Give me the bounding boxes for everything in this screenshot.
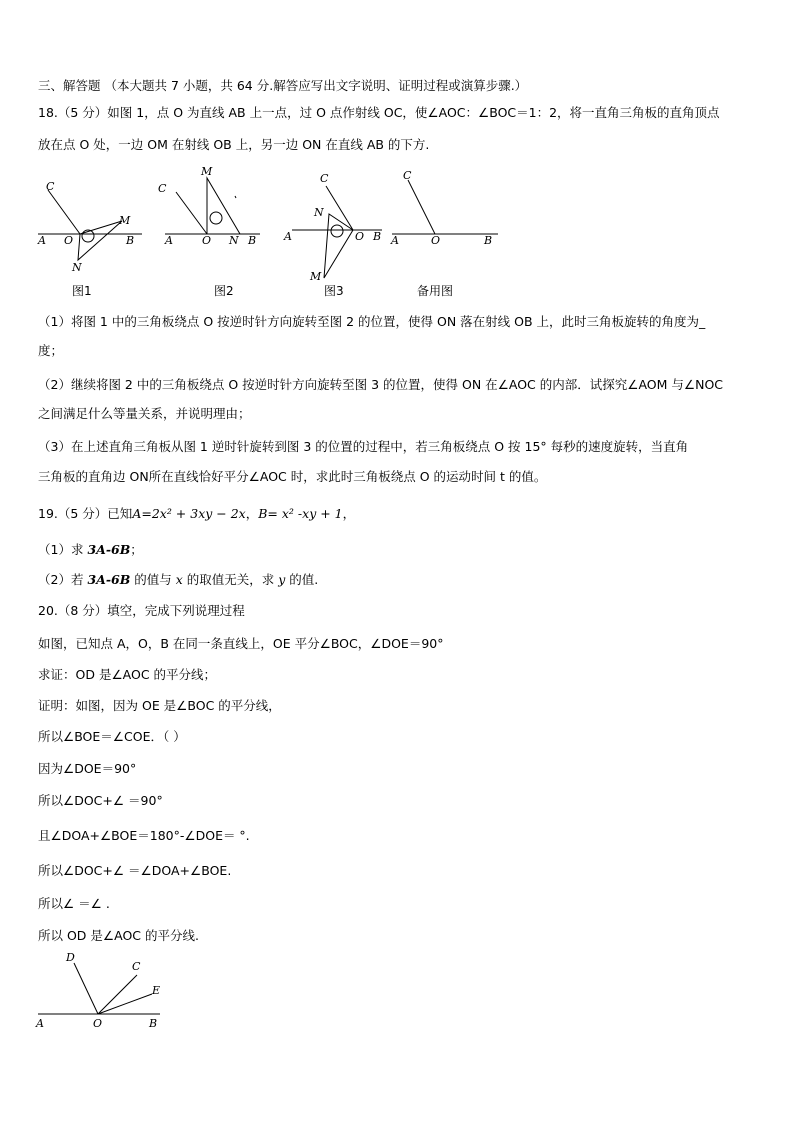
q19-suffix: ， (342, 506, 356, 521)
q20-line-1: 如图，已知点 A，O，B 在同一条直线上，OE 平分∠BOC，∠DOE＝90° (38, 636, 444, 651)
q20-line-7: 且∠DOA+∠BOE＝180°-∠DOE＝ °. (38, 828, 250, 843)
q20-label-d: D (66, 951, 75, 964)
caption-spare: 备用图 (417, 284, 454, 298)
q20-line-4: 所以∠BOE＝∠COE．（ ） (38, 729, 186, 744)
q19-part2-pre: （2）若 (38, 572, 88, 587)
figure-1 (37, 180, 142, 298)
q20-title: 20.（8 分）填空，完成下列说理过程 (38, 603, 245, 618)
q19-part1-post: ； (130, 542, 143, 557)
q19-part2-mid2: 的取值无关，求 (182, 572, 279, 587)
q20-label-e: E (152, 984, 161, 997)
fig1-label-a: A (38, 234, 46, 247)
caption-fig3: 图3 (324, 284, 344, 298)
caption-fig1: 图1 (72, 284, 92, 298)
q20-line-6: 所以∠DOC+∠ ＝90° (38, 793, 163, 808)
q19-part2 (38, 572, 318, 588)
q20-label-a: A (36, 1017, 44, 1030)
fig2-label-c: C (158, 182, 167, 195)
q19-part2-x: x (175, 572, 183, 587)
fig2-label-m: M (201, 165, 213, 178)
fig3-label-o: O (355, 230, 365, 243)
q19-part2-y: y (278, 572, 286, 587)
q19-stem (38, 506, 355, 522)
q18-stem-line2: 放在点 O 处，一边 OM 在射线 OB 上，另一边 ON 在直线 AB 的下方. (38, 137, 430, 152)
q19-expr-a: A=2x² + 3xy − 2x (132, 506, 246, 521)
q18-part1-line2: 度； (38, 343, 64, 358)
q18-part3-line2: 三角板的直角边 ON所在直线恰好平分∠AOC 时，求此时三角板绕点 O 的运动时间 t 的值。 (38, 469, 547, 484)
q19-sep: ， (245, 506, 259, 521)
q20-line-8: 所以∠DOC+∠ ＝∠DOA+∠BOE. (38, 863, 232, 878)
spare-label-c: C (403, 169, 412, 182)
caption-fig2: 图2 (214, 284, 234, 298)
figure-spare (390, 169, 498, 298)
fig3-label-n: N (314, 206, 324, 219)
fig3-label-a: A (284, 230, 292, 243)
fig3-label-b: B (373, 230, 382, 243)
q18-part1-line1: （1）将图 1 中的三角板绕点 O 按逆时针方向旋转至图 2 的位置，使得 ON 落在射线 OB 上，此时三角板旋转的角度为_ (38, 314, 706, 329)
spare-label-b: B (484, 234, 493, 247)
q20-line-5: 因为∠DOE＝90° (38, 761, 137, 776)
q18-part2-line1: （2）继续将图 2 中的三角板绕点 O 按逆时针方向旋转至图 3 的位置，使得 ON 在∠AOC 的内部．试探究∠AOM 与∠NOC (38, 377, 724, 392)
q19-part1-pre: （1）求 (38, 542, 88, 557)
spare-label-a: A (391, 234, 399, 247)
figure-3 (283, 172, 382, 298)
q19-part1-expr: 3A-6B (87, 542, 131, 557)
fig2-label-n: N (229, 234, 239, 247)
q20-figure (32, 948, 167, 1030)
q19-part2-post: 的值. (285, 572, 319, 587)
q20-label-o: O (93, 1017, 103, 1030)
q18-part3-line1: （3）在上述直角三角板从图 1 逆时针旋转到图 3 的位置的过程中，若三角板绕点 O 按 15° 每秒的速度旋转，当直角 (38, 439, 689, 454)
figure-2 (158, 165, 260, 298)
q18-figures (30, 160, 510, 305)
fig3-label-m: M (310, 270, 322, 283)
q20-label-c: C (132, 960, 141, 973)
fig1-label-c: C (46, 180, 55, 193)
q20-line-2: 求证：OD 是∠AOC 的平分线； (38, 667, 217, 682)
fig1-label-o: O (64, 234, 74, 247)
fig2-label-b: B (248, 234, 257, 247)
q19-prefix: 19.（5 分）已知 (38, 506, 133, 521)
fig3-label-c: C (320, 172, 329, 185)
q19-part1 (38, 542, 143, 558)
q20-line-10: 所以 OD 是∠AOC 的平分线. (38, 928, 199, 943)
q20-line-9: 所以∠ ＝∠ . (38, 896, 110, 911)
q19-part2-mid: 的值与 (130, 572, 176, 587)
fig1-label-b: B (126, 234, 135, 247)
fig2-label-o: O (202, 234, 212, 247)
q20-line-3: 证明：如图，因为 OE 是∠BOC 的平分线， (38, 698, 281, 713)
q18-part2-line2: 之间满足什么等量关系，并说明理由； (38, 406, 251, 421)
section-header: 三、解答题 （本大题共 7 小题，共 64 分.解答应写出文字说明、证明过程或演算步骤.） (38, 78, 528, 93)
fig2-label-a: A (165, 234, 173, 247)
q19-expr-b: B= x² -xy + 1 (258, 506, 343, 521)
q19-part2-expr: 3A-6B (87, 572, 131, 587)
q20-label-b: B (149, 1017, 158, 1030)
fig1-label-n: N (72, 261, 82, 274)
spare-label-o: O (431, 234, 441, 247)
fig1-label-m: M (119, 214, 131, 227)
q18-stem-line1: 18.（5 分）如图 1，点 O 为直线 AB 上一点，过 O 点作射线 OC，使∠AOC：∠BOC＝1：2，将一直角三角板的直角顶点 (38, 105, 720, 120)
